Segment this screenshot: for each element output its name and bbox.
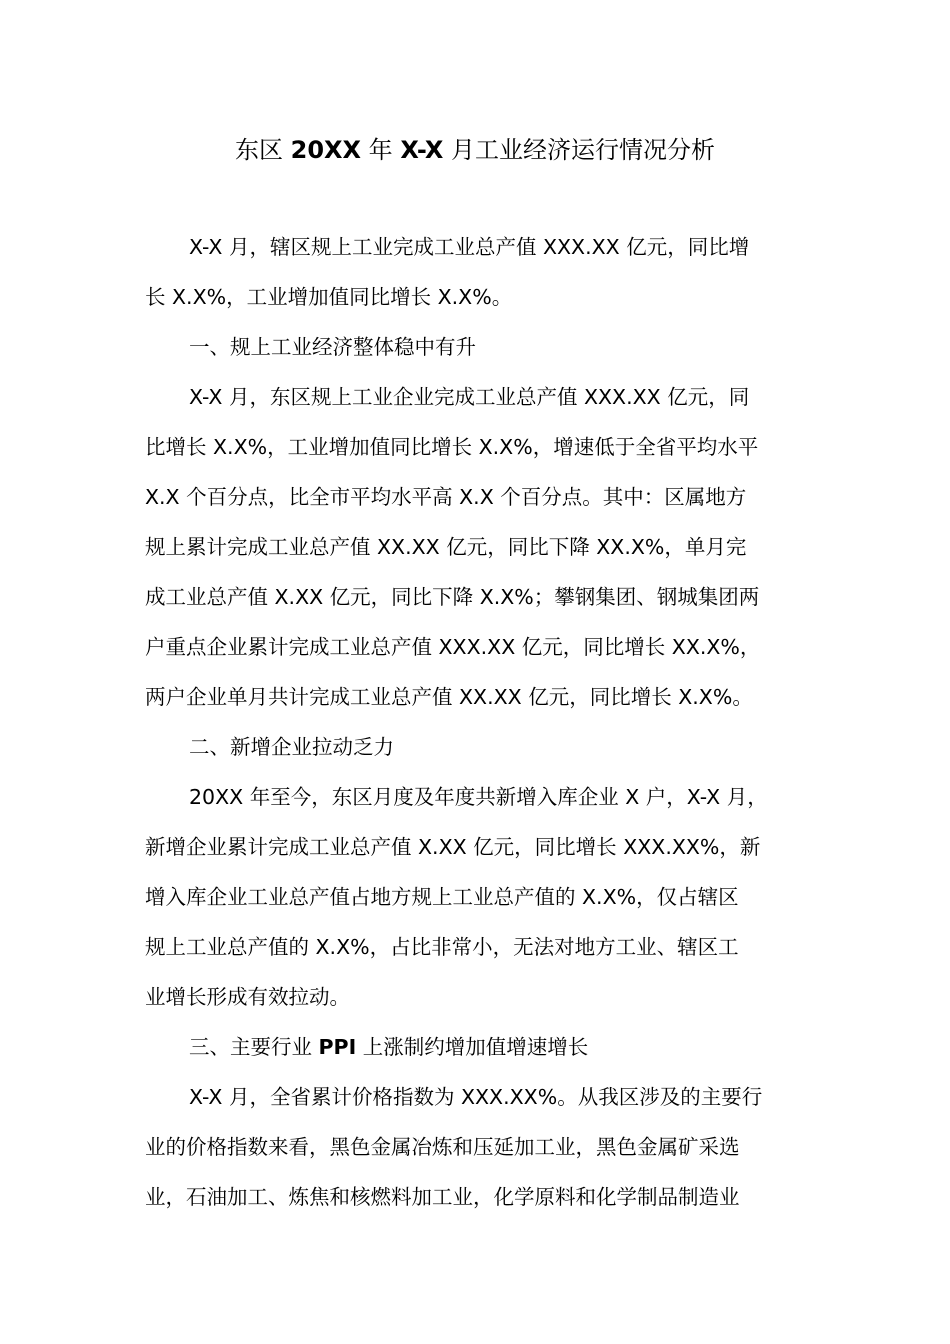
paragraph-line: X-X 月，东区规上工业企业完成工业总产值 XXX.XX 亿元，同 [189, 385, 750, 409]
paragraph-line: 规上累计完成工业总产值 XX.XX 亿元，同比下降 XX.X%，单月完 [145, 535, 747, 559]
paragraph-line: 长 X.X%，工业增加值同比增长 X.X%。 [145, 285, 513, 309]
paragraph-line: X.X 个百分点，比全市平均水平高 X.X 个百分点。其中：区属地方 [145, 485, 747, 509]
paragraph-line: 两户企业单月共计完成工业总产值 XX.XX 亿元，同比增长 X.X%。 [145, 685, 753, 709]
paragraph-line: 20XX 年至今，东区月度及年度共新增入库企业 X 户，X-X 月， [189, 785, 768, 809]
title-months: X-X [400, 136, 444, 164]
paragraph-line: 业，石油加工、炼焦和核燃料加工业，化学原料和化学制品制造业 [145, 1185, 740, 1209]
paragraph-line: 比增长 X.X%，工业增加值同比增长 X.X%，增速低于全省平均水平 [145, 435, 759, 459]
title-year: 20XX [290, 136, 362, 164]
section-heading [189, 1032, 588, 1062]
paragraph-line: X-X 月，全省累计价格指数为 XXX.XX%。从我区涉及的主要行 [189, 1085, 763, 1109]
paragraph-line: 规上工业总产值的 X.X%，占比非常小，无法对地方工业、辖区工 [145, 935, 739, 959]
section-heading: 二、新增企业拉动乏力 [189, 735, 394, 759]
title-part: 东区 [234, 136, 283, 164]
title-part: 月工业经济运行情况分析 [451, 136, 716, 164]
heading-ppi: PPI [318, 1035, 357, 1059]
paragraph-line: 新增企业累计完成工业总产值 X.XX 亿元，同比增长 XXX.XX%，新 [145, 835, 761, 859]
paragraph-line: 成工业总产值 X.XX 亿元，同比下降 X.X%；攀钢集团、钢城集团两 [145, 585, 760, 609]
paragraph-line: 增入库企业工业总产值占地方规上工业总产值的 X.X%，仅占辖区 [145, 885, 739, 909]
heading-part: 上涨制约增加值增速增长 [362, 1035, 589, 1059]
heading-part: 三、主要行业 [189, 1035, 312, 1059]
paragraph-line: 业的价格指数来看，黑色金属冶炼和压延加工业，黑色金属矿采选 [145, 1135, 740, 1159]
title-part: 年 [368, 136, 393, 164]
paragraph-line: 户重点企业累计完成工业总产值 XXX.XX 亿元，同比增长 XX.X%， [145, 635, 761, 659]
paragraph-line: 业增长形成有效拉动。 [145, 985, 350, 1009]
paragraph-line: X-X 月，辖区规上工业完成工业总产值 XXX.XX 亿元，同比增 [189, 235, 750, 259]
section-heading: 一、规上工业经济整体稳中有升 [189, 335, 476, 359]
document-title [0, 130, 950, 170]
